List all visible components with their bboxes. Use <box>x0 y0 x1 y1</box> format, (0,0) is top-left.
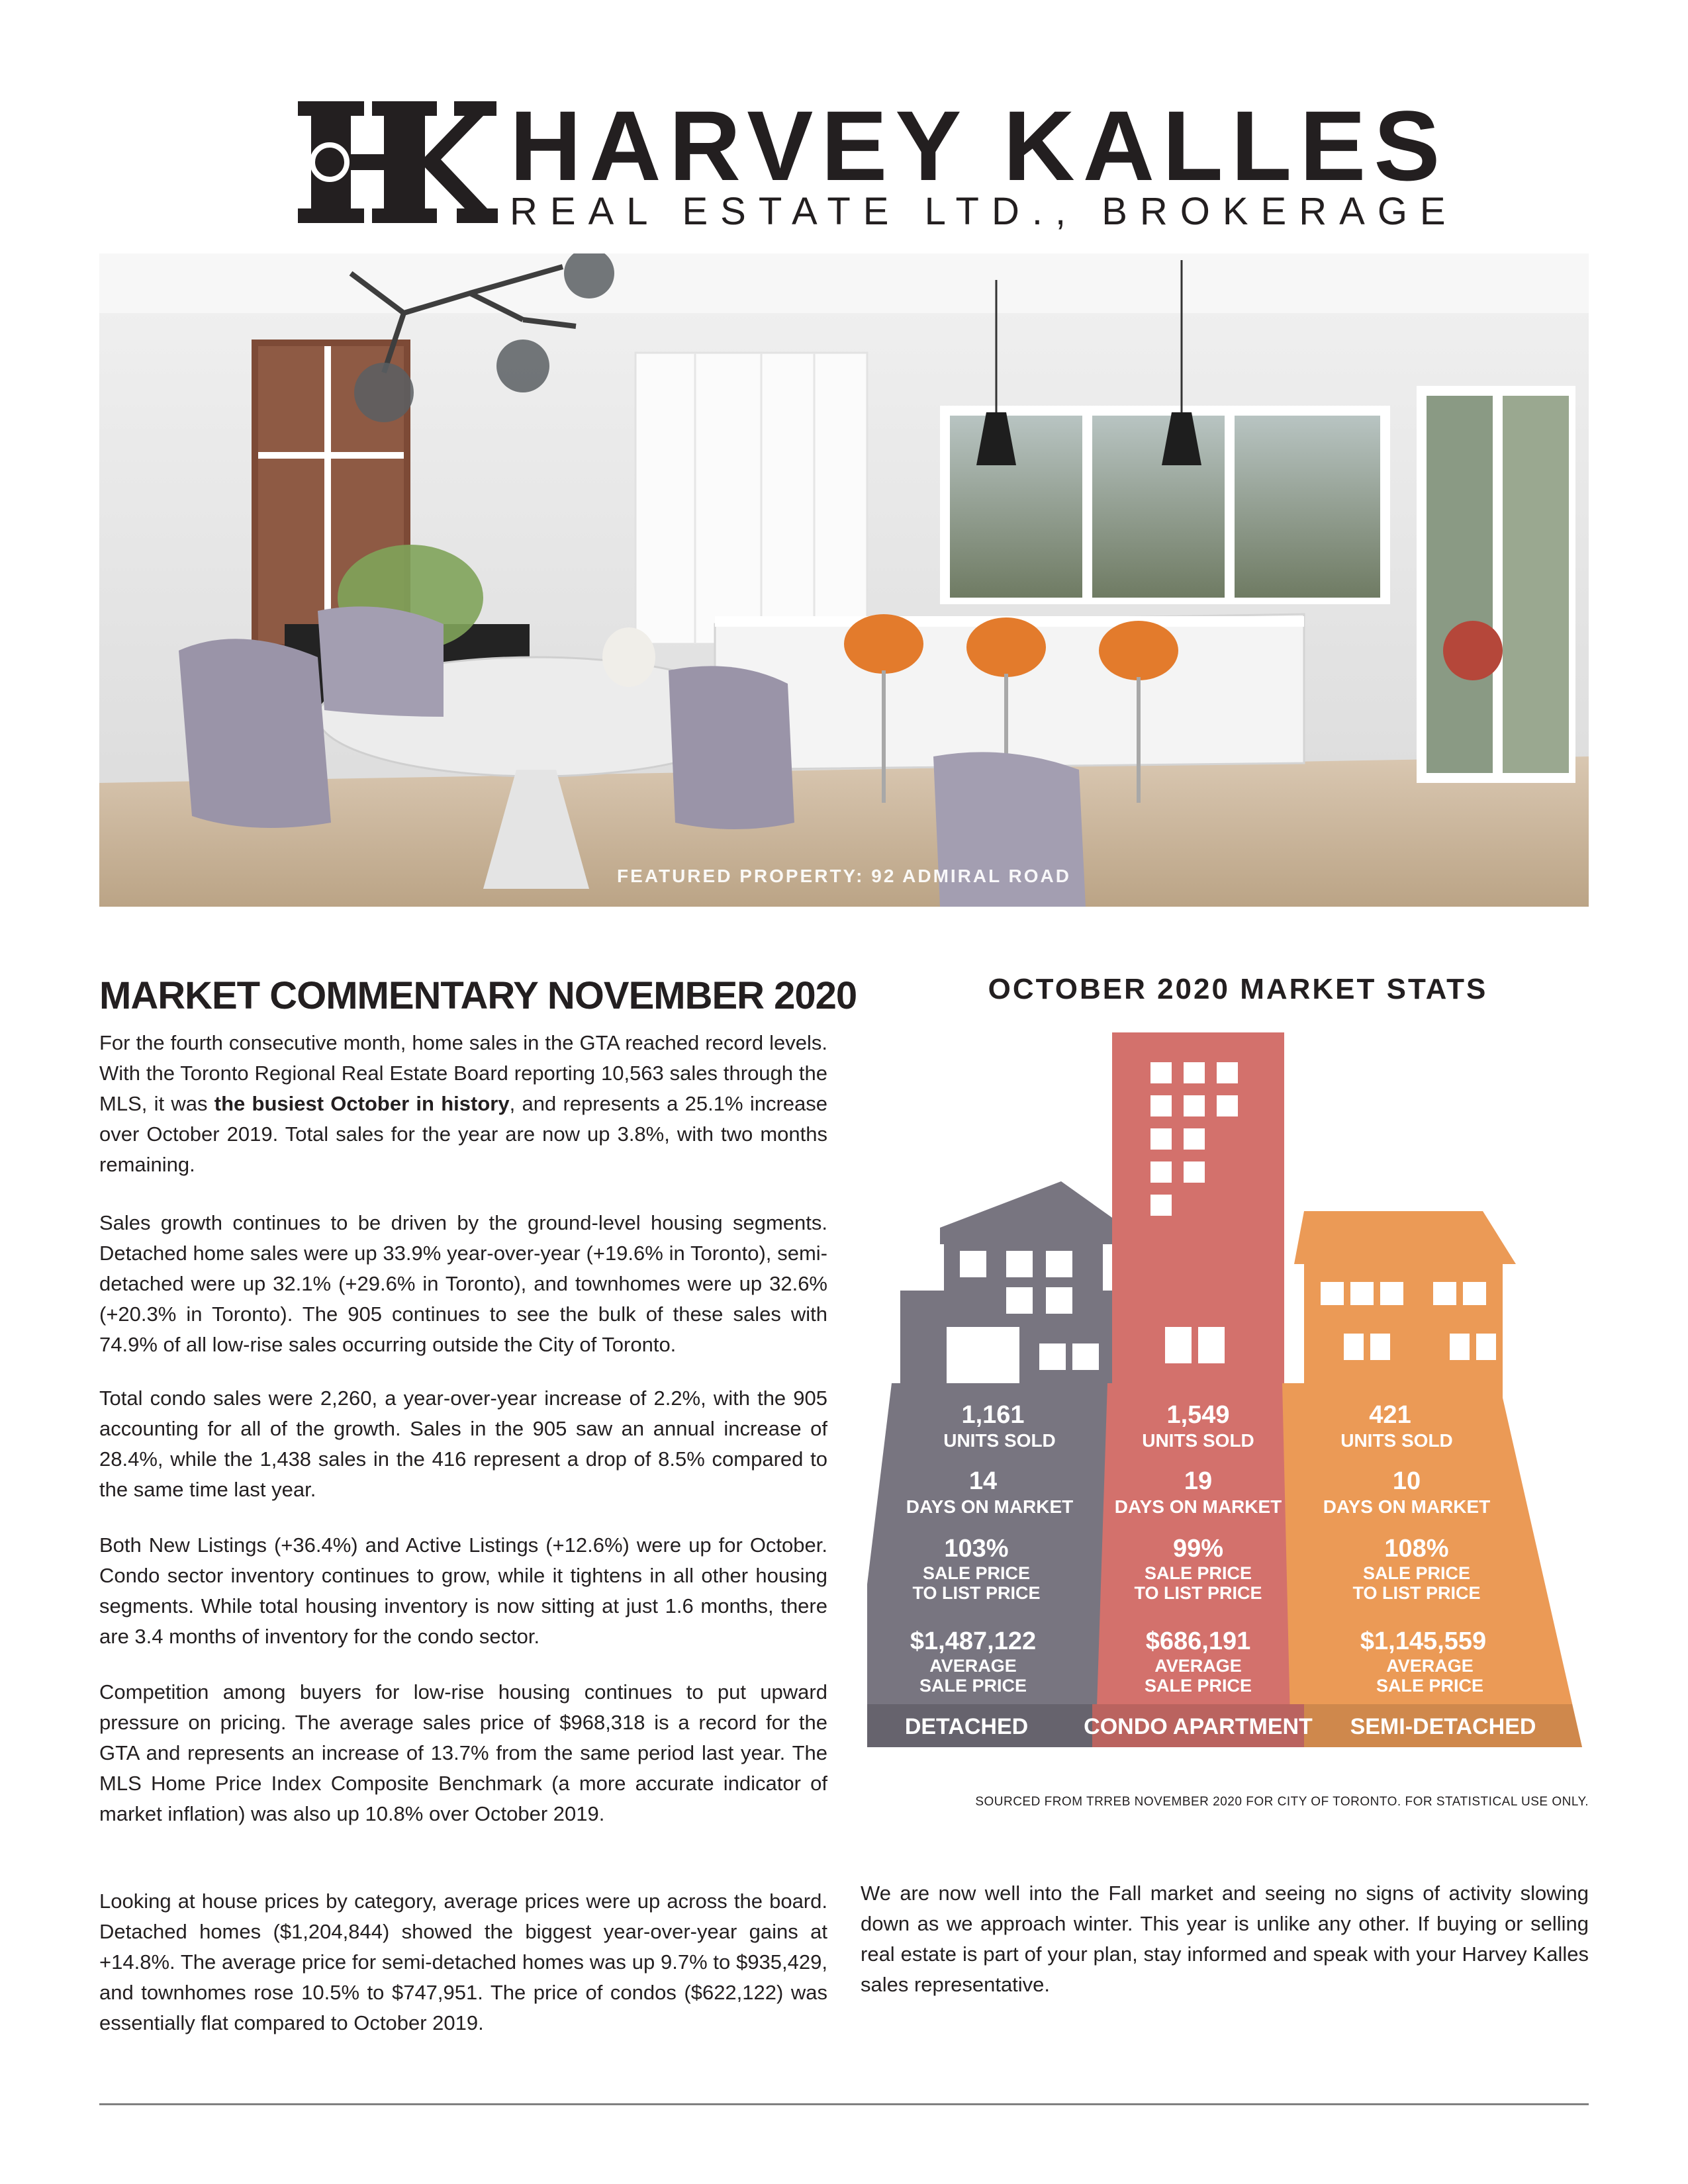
commentary-title: MARKET COMMENTARY NOVEMBER 2020 <box>99 974 857 1017</box>
detached-price-label-1: AVERAGE <box>929 1656 1017 1676</box>
detached-price-value: $1,487,122 <box>910 1627 1037 1655</box>
condo-category-label: CONDO APARTMENT <box>1084 1714 1313 1739</box>
condo-ratio-label-1: SALE PRICE <box>1144 1563 1252 1583</box>
semi-price-label-2: SALE PRICE <box>1376 1676 1484 1696</box>
stats-source-note: SOURCED FROM TRREB NOVEMBER 2020 FOR CITY OF TORONTO. FOR STATISTICAL USE ONLY. <box>975 1795 1589 1809</box>
closing-paragraph: We are now well into the Fall market and seeing no signs of activity slowing down as we approach winter. This year is unlike any other. If buying or selling real estate is part of your plan, stay informed and speak with your Harvey Kalles sales representative. <box>861 1882 1589 1996</box>
semi-price-label-1: AVERAGE <box>1386 1656 1474 1676</box>
semi-category-label: SEMI-DETACHED <box>1350 1714 1536 1739</box>
commentary-highlight: the busiest October in history <box>214 1092 510 1115</box>
detached-ratio-label-1: SALE PRICE <box>922 1563 1031 1583</box>
stats-title: OCTOBER 2020 MARKET STATS <box>988 973 1488 1005</box>
condo-price-label-2: SALE PRICE <box>1144 1676 1252 1696</box>
condo-units-label: UNITS SOLD <box>1142 1430 1254 1451</box>
featured-property-photo <box>99 253 1589 907</box>
semi-units-label: UNITS SOLD <box>1340 1430 1453 1451</box>
detached-price-label-2: SALE PRICE <box>919 1676 1027 1696</box>
semi-ratio-value: 108% <box>1384 1535 1449 1563</box>
commentary-paragraph-1: For the fourth consecutive month, home sales in the GTA reached record levels. With the Toronto Regional Real Estate Board reporting 10,563 sales through the MLS, it was the busiest October in history, and represents a 25.1% increase over October 2019. Total sales for the year are now up 3.8%, with two months remaining. <box>99 1031 827 1176</box>
hero-caption: FEATURED PROPERTY: 92 ADMIRAL ROAD <box>617 866 1071 886</box>
condo-units-value: 1,549 <box>1166 1401 1230 1429</box>
semi-ratio-label-1: SALE PRICE <box>1362 1563 1471 1583</box>
condo-dom-label: DAYS ON MARKET <box>1114 1496 1282 1517</box>
kitchen-illustration <box>99 253 1589 907</box>
condo-price-value: $686,191 <box>1145 1627 1251 1655</box>
commentary-paragraph-5: Competition among buyers for low-rise housing continues to put upward pressure on pricing. The average sales price of $968,318 is a record for the GTA and represents an increase of 13.7% from the same period last year. The MLS Home Price Index Composite Benchmark (a more accurate indicator of market inflation) was also up 10.8% over October 2019. <box>99 1680 827 1825</box>
semi-ratio-label-2: TO LIST PRICE <box>1352 1583 1481 1603</box>
condo-price-label-1: AVERAGE <box>1154 1656 1242 1676</box>
detached-dom-value: 14 <box>968 1467 998 1495</box>
hk-logo-mark <box>285 96 503 228</box>
commentary-paragraph-6: Looking at house prices by category, average prices were up across the board. Detached homes ($1,204,844) showed the biggest year-over-year gains at +14.8%. The average price for semi-detached homes was up 9.7% to $935,429, and townhomes rose 10.5% to $747,951. The price of condos ($622,122) was essentially flat compared to October 2019. <box>99 1889 827 2034</box>
bottom-divider <box>99 2103 1589 2105</box>
commentary-paragraph-4: Both New Listings (+36.4%) and Active Listings (+12.6%) were up for October. Condo sector inventory continues to grow, while it tightens in all other housing segments. While total housing inventory is now sitting at just 1.6 months, there are 3.4 months of inventory for the condo sector. <box>99 1533 827 1648</box>
detached-ratio-label-2: TO LIST PRICE <box>912 1583 1041 1603</box>
condo-ratio-value: 99% <box>1172 1535 1224 1563</box>
detached-units-value: 1,161 <box>961 1401 1025 1429</box>
brand-subtitle: REAL ESTATE LTD., BROKERAGE <box>510 190 1458 233</box>
semi-units-value: 421 <box>1369 1401 1411 1429</box>
commentary-paragraph-3: Total condo sales were 2,260, a year-over-year increase of 2.2%, with the 905 accounting for all of the growth. Sales in the 905 saw an annual increase of 28.4%, while the 1,438 sales in the 416 represent a drop of 8.5% compared to the same time last year. <box>99 1387 827 1501</box>
semi-dom-label: DAYS ON MARKET <box>1323 1496 1491 1517</box>
condo-ratio-label-2: TO LIST PRICE <box>1134 1583 1262 1603</box>
condo-dom-value: 19 <box>1184 1467 1213 1495</box>
detached-dom-label: DAYS ON MARKET <box>906 1496 1074 1517</box>
brand-name: HARVEY KALLES <box>510 90 1448 201</box>
detached-ratio-value: 103% <box>944 1535 1009 1563</box>
detached-category-label: DETACHED <box>904 1714 1029 1739</box>
commentary-paragraph-2: Sales growth continues to be driven by the ground-level housing segments. Detached home sales were up 33.9% year-over-year (+19.6% in Toronto), semi-detached were up 32.1% (+29.6% in Toronto), and townhomes were up 32.6% (+20.3% in Toronto). The 905 continues to see the bulk of these sales with 74.9% of all low-rise sales occurring outside the City of Toronto. <box>99 1211 827 1356</box>
market-stats-infographic <box>867 1032 1595 1767</box>
semi-price-value: $1,145,559 <box>1360 1627 1487 1655</box>
semi-dom-value: 10 <box>1392 1467 1421 1495</box>
detached-units-label: UNITS SOLD <box>943 1430 1056 1451</box>
